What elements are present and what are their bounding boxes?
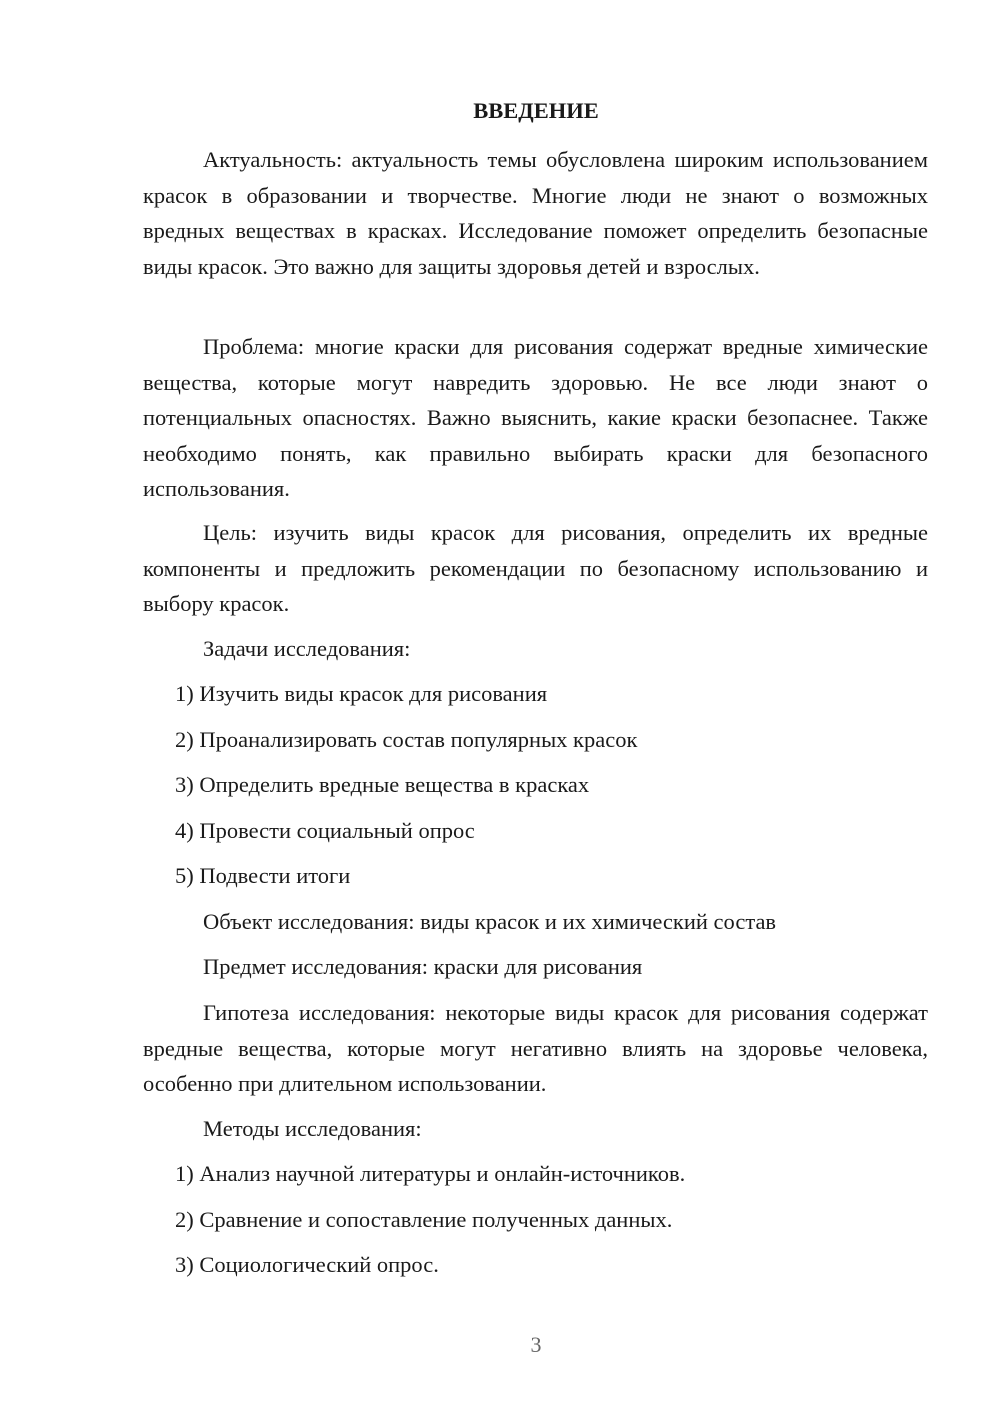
tasks-title-block: [143, 631, 928, 667]
tasks-title: Задачи исследования:: [203, 636, 411, 661]
method-item-block: [143, 1202, 928, 1238]
methods-title: Методы исследования:: [203, 1116, 422, 1141]
hypothesis-paragraph: Гипотеза исследования: некоторые виды красок для рисования содержат вредные вещества, которые могут негативно влиять на здоровье человека, особенно при длительном использовании.: [143, 1000, 928, 1096]
task-item: 2) Проанализировать состав популярных красок: [175, 727, 638, 752]
relevance-paragraph: Актуальность: актуальность темы обусловлена широким использованием красок в образовании и творчестве. Многие люди не знают о возможных вредных веществах в красках. Исследование поможет определить безопасные виды красок. Это важно для защиты здоровья детей и взрослых.: [143, 147, 928, 279]
method-item: 3) Социологический опрос.: [175, 1252, 439, 1277]
methods-title-block: [143, 1111, 928, 1147]
task-item-block: [143, 676, 928, 712]
problem-paragraph: Проблема: многие краски для рисования содержат вредные химические вещества, которые могут навредить здоровью. Не все люди знают о потенциальных опасностях. Важно выяснить, какие краски безопаснее. Также необходимо понять, как правильно выбирать краски для безопасного использования.: [143, 334, 928, 501]
task-item-block: [143, 858, 928, 894]
task-item: 5) Подвести итоги: [175, 863, 351, 888]
hypothesis-block: [143, 995, 928, 1102]
object-block: [143, 904, 928, 940]
problem-block: [143, 329, 928, 507]
method-item: 2) Сравнение и сопоставление полученных данных.: [175, 1207, 673, 1232]
goal-paragraph: Цель: изучить виды красок для рисования, определить их вредные компоненты и предложить рекомендации по безопасному использованию и выбору красок.: [143, 520, 928, 616]
task-item: 3) Определить вредные вещества в красках: [175, 772, 590, 797]
subject-line: Предмет исследования: краски для рисования: [203, 954, 643, 979]
relevance-block: [143, 142, 928, 284]
page-number: 3: [530, 1332, 542, 1357]
task-item-block: [143, 722, 928, 758]
task-item-block: [143, 767, 928, 803]
subject-block: [143, 949, 928, 985]
task-item: 4) Провести социальный опрос: [175, 818, 475, 843]
task-item: 1) Изучить виды красок для рисования: [175, 681, 548, 706]
page-title: ВВЕДЕНИЕ: [473, 98, 599, 123]
method-item: 1) Анализ научной литературы и онлайн-источников.: [175, 1161, 686, 1186]
object-line: Объект исследования: виды красок и их химический состав: [203, 909, 777, 934]
method-item-block: [143, 1247, 928, 1283]
goal-block: [143, 515, 928, 622]
method-item-block: [143, 1156, 928, 1192]
task-item-block: [143, 813, 928, 849]
